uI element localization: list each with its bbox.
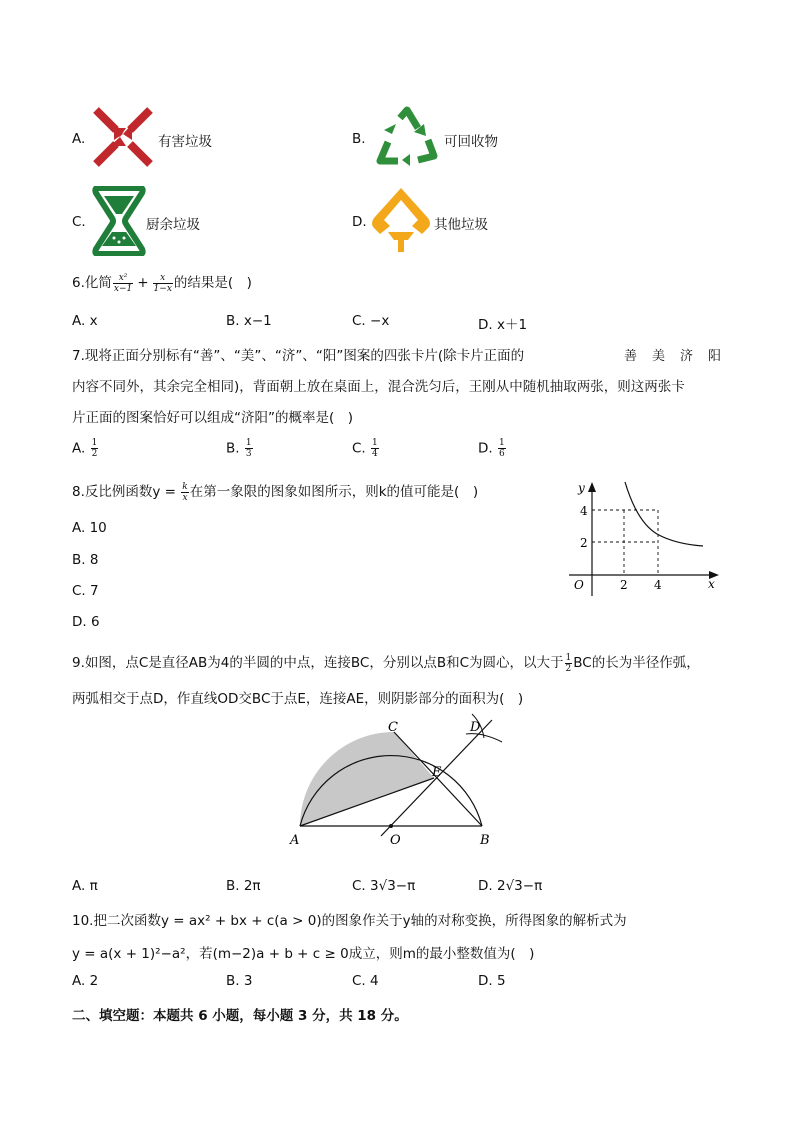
label-a: A	[290, 833, 300, 848]
q9-option-c: C. 3√3−π	[352, 878, 416, 894]
label-b: B	[480, 833, 490, 848]
q7-cards: 善 美 济 阳	[624, 349, 723, 364]
label-c: C	[388, 720, 398, 735]
option-a-letter: A.	[72, 131, 86, 147]
option-c-label: 厨余垃圾	[146, 217, 200, 233]
q6-option-a: A. x	[72, 313, 98, 329]
graph-tick-x2: 2	[620, 578, 628, 592]
q8-inverse-function-graph	[565, 476, 725, 598]
q6-prefix: 6.化简	[72, 275, 112, 291]
option-d-letter: D.	[352, 214, 367, 230]
option-b-label: 可回收物	[444, 134, 498, 150]
graph-tick-y2: 2	[580, 536, 588, 550]
q10-option-d: D. 5	[478, 973, 506, 989]
q10-option-a: A. 2	[72, 973, 99, 989]
q7-option-a: A. $\frac{1}{2}$	[72, 438, 98, 459]
q9-semicircle-figure	[286, 712, 512, 852]
option-b-letter: B.	[352, 131, 366, 147]
q9-line-2: 两弧相交于点D，作直线OD交BC于点E，连接AE，则阴影部分的面积为( )	[72, 691, 524, 707]
graph-tick-x4: 4	[654, 578, 662, 592]
q7-line-3: 片正面的图案恰好可以组成“济阳”的概率是( )	[72, 410, 354, 426]
q10-option-c: C. 4	[352, 973, 379, 989]
graph-label-x: x	[708, 577, 715, 591]
recyclable-icon	[374, 106, 440, 168]
q6-suffix: 的结果是( )	[173, 275, 252, 291]
q7-line-2: 内容不同外，其余完全相同)，背面朝上放在桌面上，混合洗匀后，王刚从中随机抽取两张，则这两张卡	[72, 379, 685, 395]
q8-option-a: A. 10	[72, 520, 107, 536]
graph-label-y: y	[578, 481, 585, 495]
q9-option-d: D. 2√3−π	[478, 878, 543, 894]
q8-stem: 8.反比例函数y = $\frac{k}{x}$ 在第一象限的图象如图所示，则k的值可能是( )	[72, 481, 479, 503]
kitchen-waste-icon	[92, 186, 146, 256]
graph-tick-y4: 4	[580, 504, 588, 518]
q10-option-b: B. 3	[226, 973, 253, 989]
q7-option-d: D. $\frac{1}{6}$	[478, 438, 505, 459]
option-a-label: 有害垃圾	[158, 134, 212, 150]
q10-line-2: y = a(x + 1)²−a²，若(m−2)a + b + c ≥ 0成立，则m的最小整数值为( )	[72, 946, 535, 962]
q9-option-b: B. 2π	[226, 878, 261, 894]
label-e: E	[432, 765, 442, 780]
q6-stem: 6.化简 $\frac{\text{x²}}{x-1}$ + $\frac{x}{1-x}$ 的结果是( )	[72, 272, 252, 294]
q6-fraction-2: $\frac{x}{1-x}$	[153, 272, 172, 294]
q7-line-1: 7.现将正面分别标有“善”、“美”、“济”、“阳”图案的四张卡片(除卡片正面的	[72, 348, 525, 364]
hazardous-waste-icon	[92, 106, 154, 168]
q6-option-b: B. x−1	[226, 313, 272, 329]
q8-option-d: D. 6	[72, 614, 100, 630]
option-c-letter: C.	[72, 214, 86, 230]
graph-label-origin: O	[574, 578, 584, 592]
label-o: O	[390, 833, 401, 848]
q7-option-c: C. $\frac{1}{4}$	[352, 438, 378, 459]
q6-fraction-1: $\frac{\text{x²}}{x-1}$	[113, 272, 133, 294]
section-heading: 二、填空题：本题共 6 小题，每小题 3 分，共 18 分。	[72, 1008, 408, 1024]
q10-line-1: 10.把二次函数y = ax² + bx + c(a > 0)的图象作关于y轴的对称变换，所得图象的解析式为	[72, 913, 627, 929]
q8-option-b: B. 8	[72, 552, 99, 568]
q9-option-a: A. π	[72, 878, 98, 894]
other-waste-icon	[370, 186, 432, 256]
option-d-label: 其他垃圾	[434, 217, 488, 233]
q7-option-b: B. $\frac{1}{3}$	[226, 438, 252, 459]
q8-option-c: C. 7	[72, 583, 99, 599]
q6-option-c: C. −x	[352, 313, 390, 329]
q9-line-1: 9.如图，点C是直径AB为4的半圆的中点，连接BC，分别以点B和C为圆心，以大于 $\frac{1}{2}$ BC的长为半径作弧，	[72, 652, 700, 674]
label-d: D	[470, 720, 481, 735]
q6-option-d: D. x＋1	[478, 317, 528, 333]
